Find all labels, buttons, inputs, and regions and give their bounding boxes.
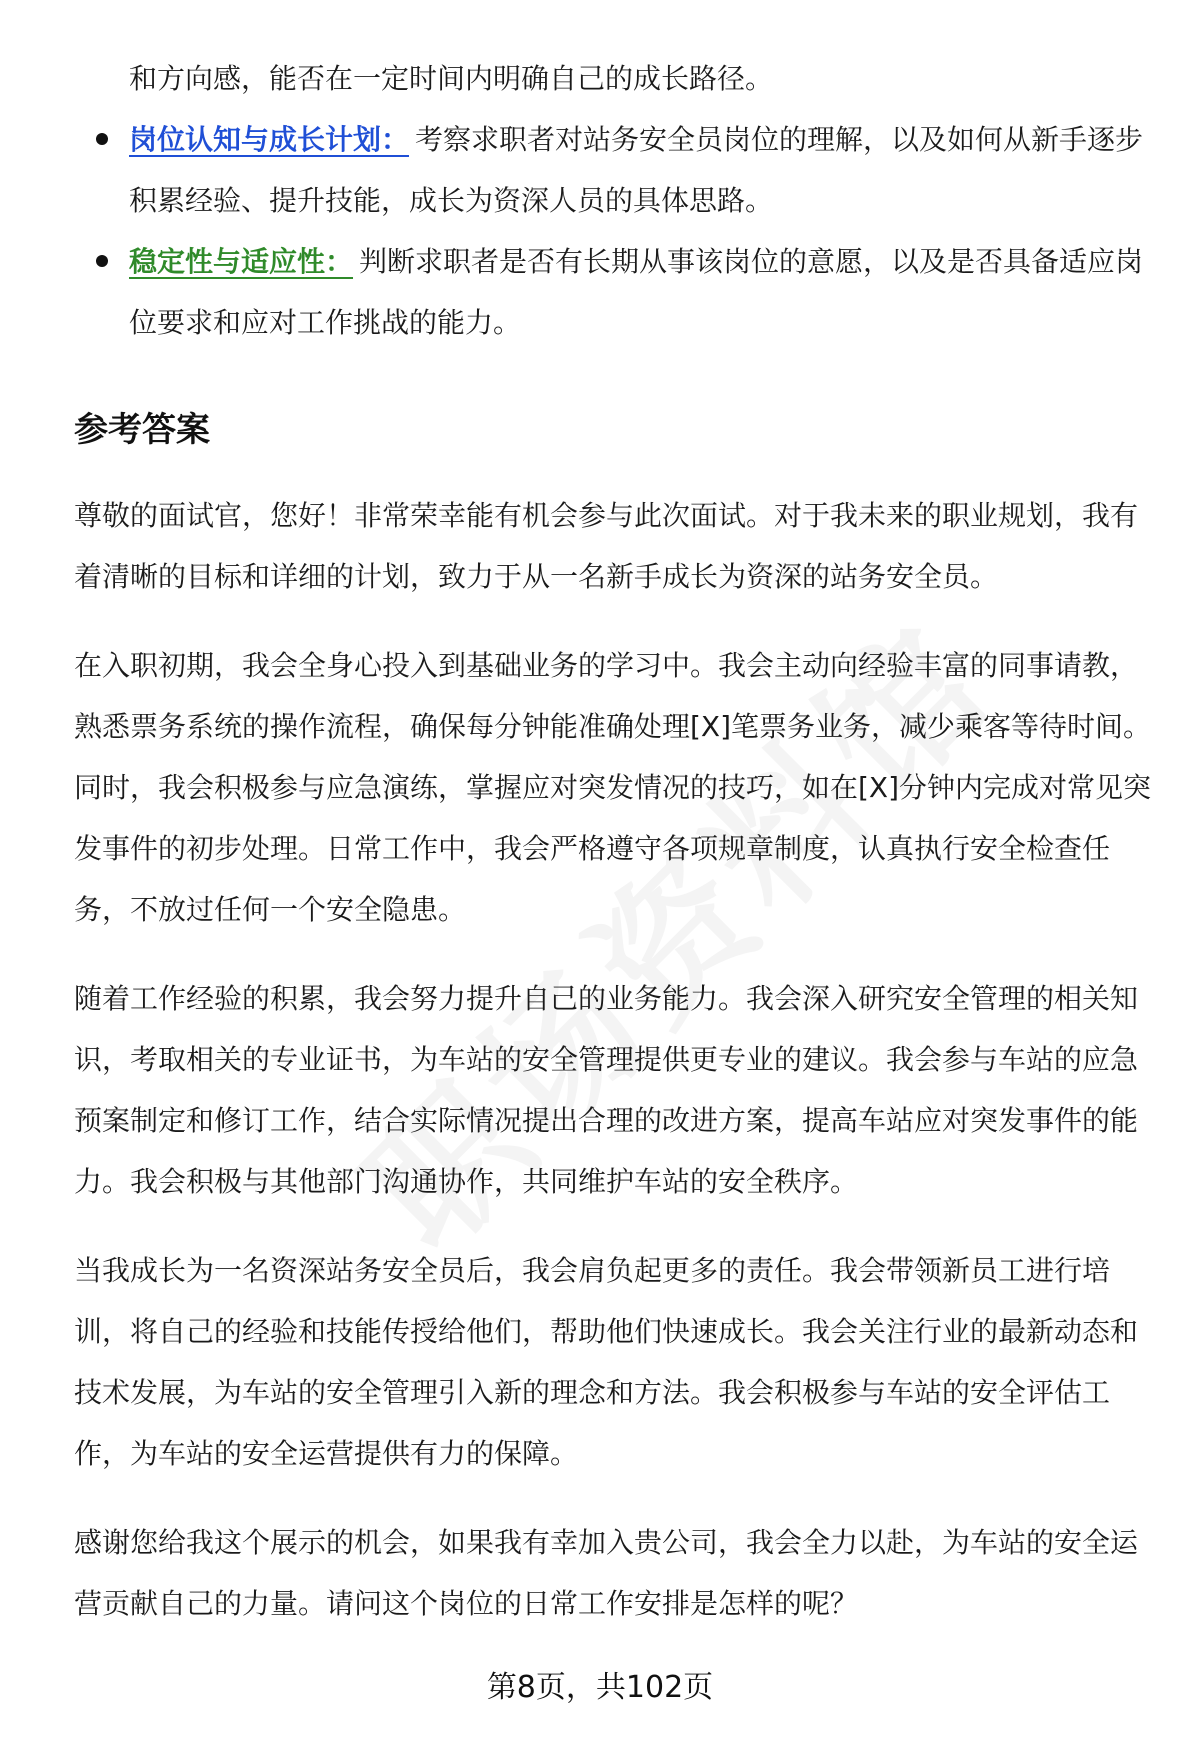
page-number: 第8页，共102页 — [486, 1670, 714, 1705]
intro-continuation: 和方向感，能否在一定时间内明确自己的成长路径。 — [129, 62, 774, 95]
criteria-list — [74, 109, 1160, 353]
criteria-item — [74, 231, 1160, 353]
bullet-dot-icon — [96, 255, 108, 267]
criteria-text: 判断求职者是否有长期从事该岗位的意愿，以及是否具备适应岗位要求和应对工作挑战的能力。 — [129, 245, 1144, 339]
criteria-keyword: 岗位认知与成长计划： — [129, 123, 410, 156]
criteria-keyword: 稳定性与适应性： — [129, 245, 354, 278]
section-title: 参考答案 — [74, 410, 210, 450]
answer-paragraph: 当我成长为一名资深站务安全员后，我会肩负起更多的责任。我会带领新员工进行培训，将自己的经验和技能传授给他们，帮助他们快速成长。我会关注行业的最新动态和技术发展，为车站的安全管理引入新的理念和方法。我会积极参与车站的安全评估工作，为车站的安全运营提供有力的保障。 — [74, 1254, 1139, 1470]
answer-paragraph: 尊敬的面试官，您好！非常荣幸能有机会参与此次面试。对于我未来的职业规划，我有着清晰的目标和详细的计划，致力于从一名新手成长为资深的站务安全员。 — [74, 499, 1139, 593]
answer-paragraph: 在入职初期，我会全身心投入到基础业务的学习中。我会主动向经验丰富的同事请教，熟悉票务系统的操作流程，确保每分钟能准确处理[X]笔票务业务，减少乘客等待时间。同时，我会积极参与应急演练，掌握应对突发情况的技巧，如在[X]分钟内完成对常见突发事件的初步处理。日常工作中，我会严格遵守各项规章制度，认真执行安全检查任务，不放过任何一个安全隐患。 — [74, 649, 1152, 926]
page-content — [74, 48, 1160, 1634]
answer-paragraph: 感谢您给我这个展示的机会，如果我有幸加入贵公司，我会全力以赴，为车站的安全运营贡献自己的力量。请问这个岗位的日常工作安排是怎样的呢？ — [74, 1526, 1139, 1620]
bullet-dot-icon — [96, 133, 108, 145]
answer-paragraph: 随着工作经验的积累，我会努力提升自己的业务能力。我会深入研究安全管理的相关知识，考取相关的专业证书，为车站的安全管理提供更专业的建议。我会参与车站的应急预案制定和修订工作，结合实际情况提出合理的改进方案，提高车站应对突发事件的能力。我会积极与其他部门沟通协作，共同维护车站的安全秩序。 — [74, 982, 1139, 1198]
criteria-item — [74, 109, 1160, 231]
criteria-text: 考察求职者对站务安全员岗位的理解，以及如何从新手逐步积累经验、提升技能，成长为资深人员的具体思路。 — [129, 123, 1144, 217]
